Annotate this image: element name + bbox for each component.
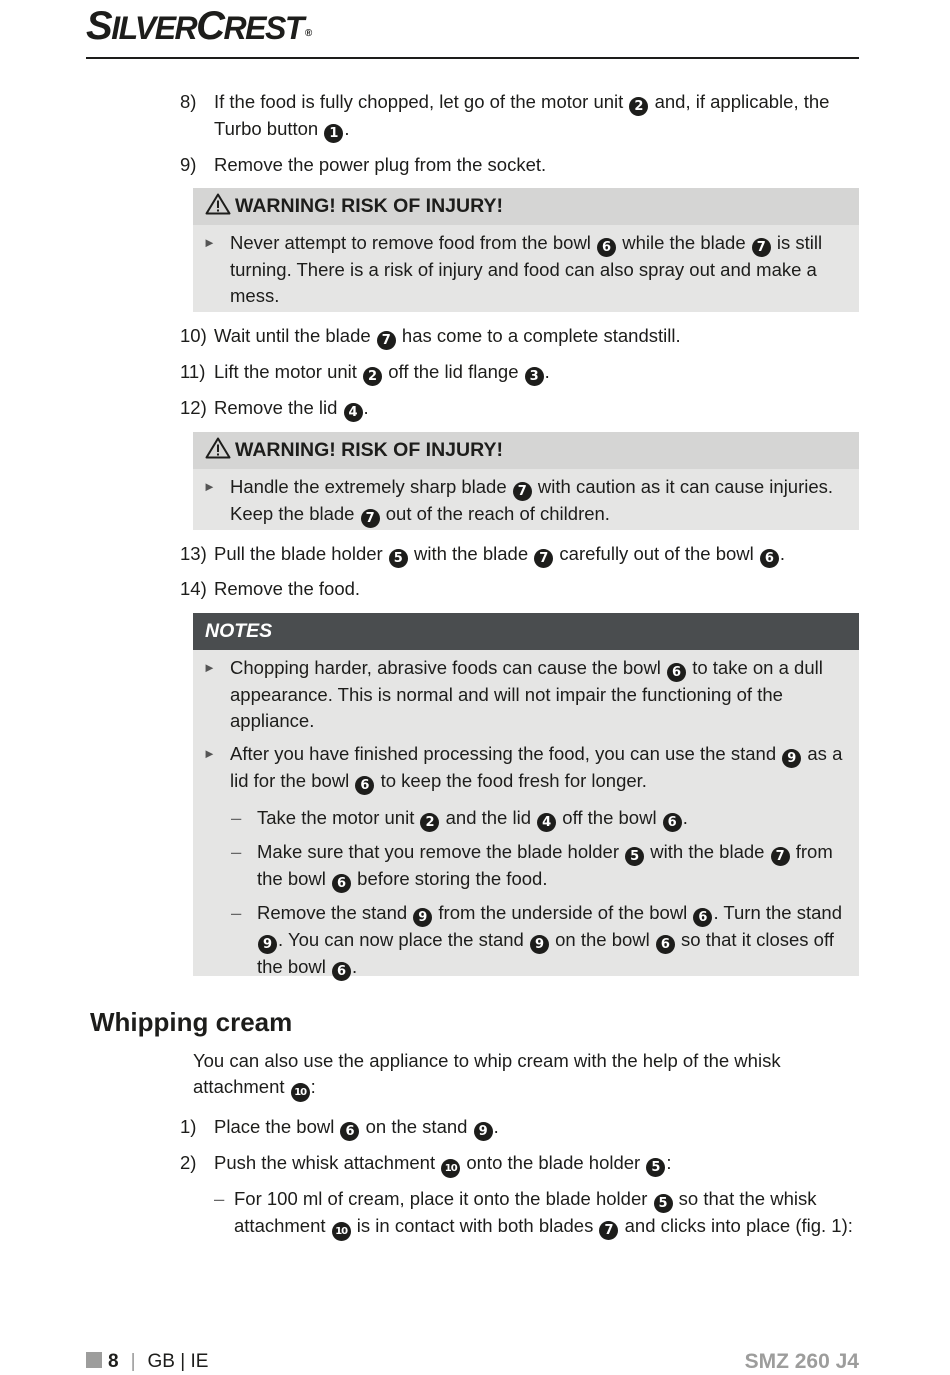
callout-icon: 10 — [332, 1222, 351, 1241]
warning-box — [193, 432, 859, 530]
callout-icon: 2 — [420, 813, 439, 832]
callout-icon: 10 — [441, 1159, 460, 1178]
callout-icon: 7 — [361, 509, 380, 528]
whip-step-2: 2) Push the whisk attachment 10 onto the blade holder 5 : — [180, 1150, 860, 1178]
step-11: 11) Lift the motor unit 2 off the lid flange 3 . — [180, 361, 550, 384]
callout-icon: 6 — [656, 935, 675, 954]
warning-triangle-icon — [205, 193, 231, 215]
callout-icon: 6 — [760, 549, 779, 568]
callout-icon: 6 — [355, 776, 374, 795]
step-14: 14) Remove the food. — [180, 578, 361, 599]
model-number: SMZ 260 J4 — [744, 1350, 859, 1373]
step-10: 10) Wait until the blade 7 has come to a complete standstill. — [180, 325, 681, 348]
step-8: 8) If the food is fully chopped, let go of the motor unit 2 and, if applicable, the Turbo button 1 . — [180, 91, 830, 141]
callout-icon: 4 — [344, 403, 363, 422]
callout-icon: 2 — [363, 367, 382, 386]
callout-icon: 7 — [534, 549, 553, 568]
notes-box — [193, 613, 859, 979]
warning-bullet: ► Never attempt to remove food from the bowl 6 while the blade 7 is still turning. There is a risk of injury and food can also spray out and make a mess. — [203, 232, 823, 306]
notes-subitem: – Take the motor unit 2 and the lid 4 off the bowl 6 . — [231, 807, 688, 830]
whip-step-1: 1) Place the bowl 6 on the stand 9 . — [180, 1116, 499, 1139]
callout-icon: 9 — [530, 935, 549, 954]
callout-icon: 7 — [513, 482, 532, 501]
callout-icon: 6 — [693, 908, 712, 927]
warning-box — [193, 188, 859, 312]
callout-icon: 6 — [597, 238, 616, 257]
header-rule — [86, 57, 859, 59]
callout-icon: 5 — [389, 549, 408, 568]
callout-icon: 6 — [332, 874, 351, 893]
warning-header: WARNING! RISK OF INJURY! — [193, 432, 859, 469]
step-9: 9) Remove the power plug from the socket. — [180, 154, 547, 175]
callout-icon: 5 — [646, 1158, 665, 1177]
warning-triangle-icon — [205, 437, 231, 459]
callout-icon: 10 — [291, 1083, 310, 1102]
callout-icon: 1 — [324, 124, 343, 143]
notes-bullet: ► After you have finished processing the food, you can use the stand 9 as a lid for the bowl 6 to keep the food fresh for longer. — [203, 743, 843, 793]
footer-page-info: 8 | GB | IE — [86, 1349, 208, 1375]
section-heading: Whipping cream — [90, 1007, 293, 1037]
arrow-bullet-icon: ► — [203, 660, 216, 675]
arrow-bullet-icon: ► — [203, 479, 216, 494]
callout-icon: 9 — [782, 749, 801, 768]
callout-icon: 9 — [474, 1122, 493, 1141]
arrow-bullet-icon: ► — [203, 746, 216, 761]
notes-subitem: – Make sure that you remove the blade holder 5 with the blade 7 from the bowl 6 before storing the food. — [231, 841, 833, 891]
intro-paragraph: You can also use the appliance to whip cream with the help of the whisk attachment 10 : — [193, 1048, 853, 1102]
brand-logo: SILVERCREST ® — [86, 4, 311, 48]
notes-subitem: – Remove the stand 9 from the underside of the bowl 6 . Turn the stand 9 . You can now place the stand 9 on the bowl 6 so that it closes off the bowl 6 . — [231, 902, 842, 979]
callout-icon: 6 — [663, 813, 682, 832]
page-number: 8 — [108, 1351, 119, 1372]
region-label: GB | IE — [147, 1351, 209, 1372]
callout-icon: 6 — [667, 663, 686, 682]
callout-icon: 7 — [771, 847, 790, 866]
callout-icon: 6 — [340, 1122, 359, 1141]
callout-icon: 6 — [332, 962, 351, 981]
callout-icon: 7 — [752, 238, 771, 257]
step-13: 13) Pull the blade holder 5 with the blade 7 carefully out of the bowl 6 . — [180, 543, 786, 566]
notes-bullet: ► Chopping harder, abrasive foods can cause the bowl 6 to take on a dull appearance. This is normal and will not impair the functioning of the appliance. — [203, 657, 823, 731]
callout-icon: 9 — [413, 908, 432, 927]
arrow-bullet-icon: ► — [203, 235, 216, 250]
step-12: 12) Remove the lid 4 . — [180, 397, 369, 420]
callout-icon: 4 — [537, 813, 556, 832]
callout-icon: 9 — [258, 935, 277, 954]
callout-icon: 3 — [525, 367, 544, 386]
callout-icon: 7 — [377, 331, 396, 350]
warning-bullet: ► Handle the extremely sharp blade 7 with caution as it can cause injuries. Keep the blade 7 out of the reach of children. — [203, 476, 834, 526]
page-marker-icon — [86, 1352, 102, 1368]
callout-icon: 2 — [629, 97, 648, 116]
callout-icon: 5 — [625, 847, 644, 866]
callout-icon: 7 — [599, 1221, 618, 1240]
callout-icon: 5 — [654, 1194, 673, 1213]
notes-header: NOTES — [193, 613, 859, 650]
warning-header: WARNING! RISK OF INJURY! — [193, 188, 859, 225]
whip-subitem: – For 100 ml of cream, place it onto the blade holder 5 so that the whisk attachment 10 is in contact with both blades 7 and clicks into place (fig. 1): — [214, 1186, 864, 1241]
